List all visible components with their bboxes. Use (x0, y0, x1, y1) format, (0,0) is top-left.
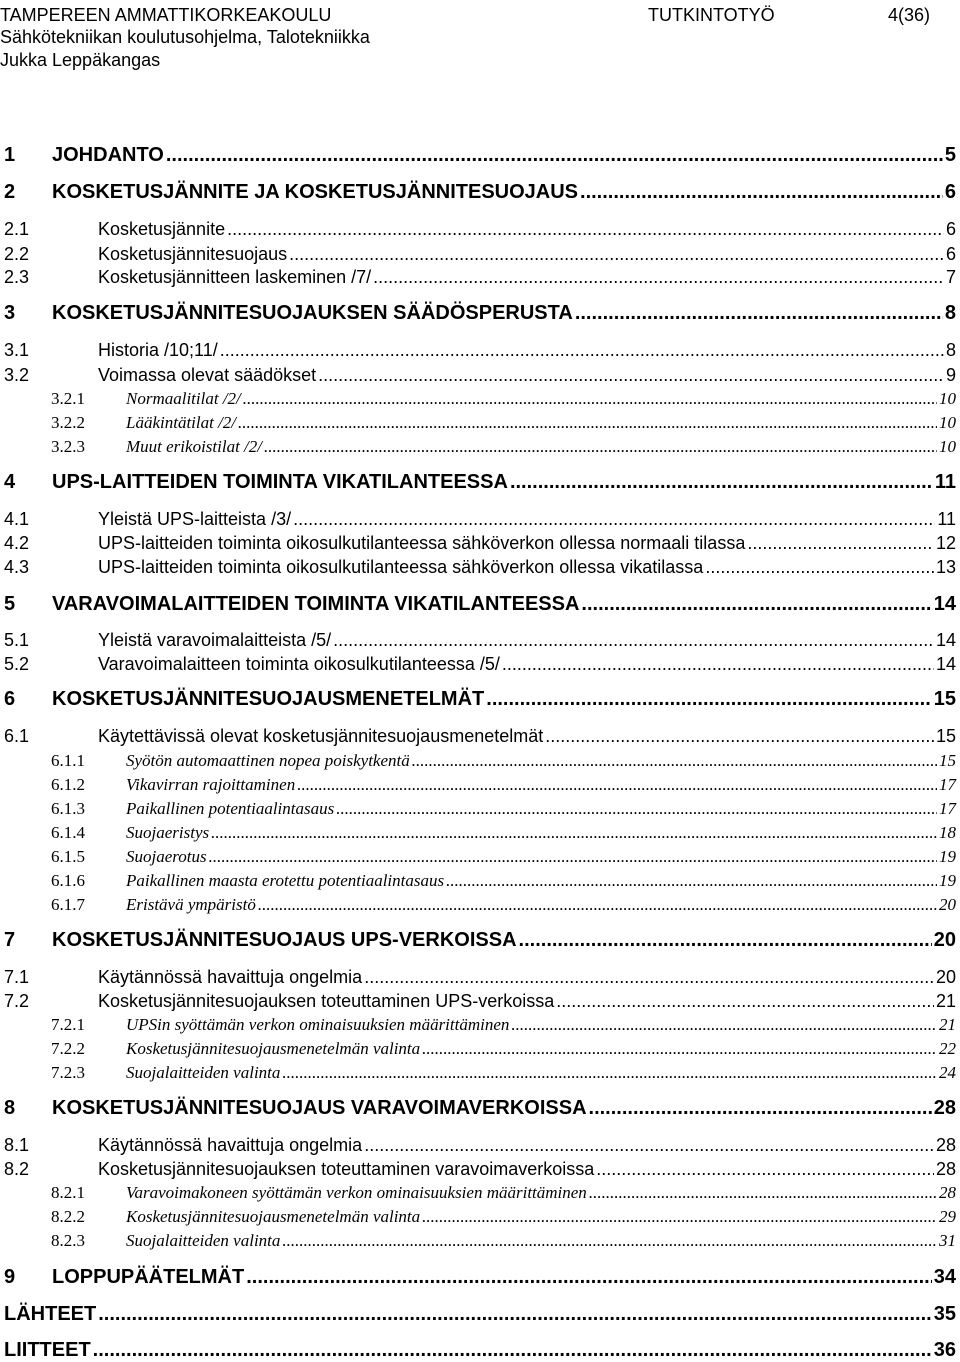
toc-page: 34 (933, 1266, 956, 1288)
toc-page: 15 (933, 688, 956, 710)
toc-entry[interactable] (4, 243, 956, 265)
toc-title: Normaalitilat /2/ (126, 389, 241, 408)
toc-leader (282, 1230, 937, 1251)
toc-entry[interactable] (4, 1338, 956, 1362)
toc-page: 14 (935, 654, 956, 674)
toc-title: KOSKETUSJÄNNITESUOJAUS VARAVOIMAVERKOISSA (52, 1097, 587, 1119)
toc-number: 8.2 (4, 1159, 30, 1179)
toc-page: 28 (933, 1097, 956, 1119)
toc-title: Yleistä UPS-laitteista /3/ (98, 509, 292, 529)
toc-page: 8 (944, 302, 956, 324)
toc-entry[interactable] (51, 870, 956, 891)
toc-number: 6 (4, 688, 16, 710)
toc-entry[interactable] (4, 1265, 956, 1289)
toc-title: Kosketusjännite (98, 219, 226, 239)
toc-leader (412, 750, 937, 771)
toc-title: VARAVOIMALAITTEIDEN TOIMINTA VIKATILANTEESSA (52, 593, 580, 615)
toc-page: 24 (939, 1063, 956, 1082)
toc-page: 7 (945, 267, 956, 287)
toc-entry[interactable] (4, 653, 956, 675)
toc-leader (297, 774, 937, 795)
toc-leader (545, 725, 934, 747)
toc-leader (373, 266, 944, 288)
toc-leader (220, 339, 944, 361)
toc-entry[interactable] (4, 508, 956, 530)
toc-title: UPS-laitteiden toiminta oikosulkutilanteessa sähköverkon ollessa normaali tilassa (98, 533, 746, 553)
toc-number: 7.2 (4, 991, 30, 1011)
toc-title: Muut erikoistilat /2/ (126, 437, 262, 456)
toc-entry[interactable] (4, 470, 956, 494)
toc-page: 31 (939, 1231, 956, 1250)
toc-entry[interactable] (4, 1134, 956, 1156)
toc-leader (211, 822, 937, 843)
toc-leader (293, 508, 935, 530)
toc-number: 8.2.2 (51, 1207, 85, 1226)
toc-number: 6.1.3 (51, 799, 85, 818)
toc-number: 7.2.3 (51, 1063, 85, 1082)
toc-entry[interactable] (51, 1206, 956, 1227)
toc-number: 8.2.1 (51, 1183, 85, 1202)
toc-entry[interactable] (4, 143, 956, 167)
toc-title: LOPPUPÄÄTELMÄT (52, 1266, 245, 1288)
toc-leader (580, 180, 943, 204)
toc-page: 9 (945, 365, 956, 385)
author-name: Jukka Leppäkangas (0, 50, 161, 70)
toc-title: Käytettävissä olevat kosketusjännitesuojausmenetelmät (98, 726, 544, 746)
toc-leader (486, 687, 931, 711)
toc-number: 8 (4, 1097, 16, 1119)
toc-entry[interactable] (51, 436, 956, 457)
toc-number: 1 (4, 144, 16, 166)
toc-title: Suojaerotus (126, 847, 207, 866)
toc-number: 6.1.5 (51, 847, 85, 866)
toc-number: 5.2 (4, 654, 30, 674)
toc-page: 12 (935, 533, 956, 553)
toc-number: 5 (4, 593, 16, 615)
toc-entry[interactable] (51, 1014, 956, 1035)
toc-leader (238, 412, 937, 433)
toc-page: 28 (935, 1159, 956, 1179)
toc-page: 11 (937, 509, 956, 529)
toc-number: 6.1.7 (51, 895, 85, 914)
toc-page: 28 (935, 1135, 956, 1155)
toc-page: 21 (939, 1015, 956, 1034)
toc-leader (264, 436, 937, 457)
toc-entry[interactable] (4, 218, 956, 240)
toc-page: 20 (933, 929, 956, 951)
toc-entry[interactable] (51, 750, 956, 771)
toc-title: Varavoimalaitteen toiminta oikosulkutilanteessa /5/ (98, 654, 500, 674)
toc-leader (93, 1338, 932, 1362)
department-name: Sähkötekniikan koulutusohjelma, Talotekniikka (0, 27, 370, 47)
toc-number: 3.2.1 (51, 389, 85, 408)
toc-number: 3.2 (4, 365, 30, 385)
toc-title: Yleistä varavoimalaitteista /5/ (98, 630, 332, 650)
toc-number: 3.2.2 (51, 413, 85, 432)
toc-entry[interactable] (51, 846, 956, 867)
toc-page: 15 (935, 726, 956, 746)
toc-leader (502, 653, 934, 675)
toc-page: 10 (939, 437, 956, 456)
toc-title: KOSKETUSJÄNNITE JA KOSKETUSJÄNNITESUOJAUS (52, 181, 579, 203)
toc-title: Suojaeristys (126, 823, 210, 842)
toc-page: 6 (945, 244, 956, 264)
toc-page: 35 (933, 1303, 956, 1325)
toc-entry[interactable] (51, 822, 956, 843)
toc-entry[interactable] (51, 1182, 956, 1203)
toc-page: 20 (939, 895, 956, 914)
toc-page: 28 (939, 1183, 956, 1202)
toc-number: 6.1.2 (51, 775, 85, 794)
toc-number: 7.1 (4, 967, 30, 987)
toc-title: Eristävä ympäristö (126, 895, 256, 914)
toc-title: Kosketusjännitteen laskeminen /7/ (98, 267, 372, 287)
toc-entry[interactable] (4, 629, 956, 651)
toc-number: 7.2.2 (51, 1039, 85, 1058)
toc-number: 4.1 (4, 509, 30, 529)
toc-number: 4 (4, 471, 16, 493)
toc-leader (333, 629, 934, 651)
toc-page: 17 (939, 775, 956, 794)
toc-leader (519, 928, 932, 952)
toc-title: Kosketusjännitesuojaus (98, 244, 288, 264)
toc-entry[interactable] (4, 1096, 956, 1120)
toc-page: 18 (939, 823, 956, 842)
toc-title: Vikavirran rajoittaminen (126, 775, 296, 794)
toc-entry[interactable] (4, 266, 956, 288)
toc-number: 2.2 (4, 244, 30, 264)
toc-title: Kosketusjännitesuojauksen toteuttaminen varavoimaverkoissa (98, 1159, 595, 1179)
toc-title: Paikallinen maasta erotettu potentiaalintasaus (126, 871, 445, 890)
toc-entry[interactable] (4, 556, 956, 578)
toc-number: 3.1 (4, 340, 30, 360)
toc-entry[interactable] (4, 364, 956, 386)
toc-entry[interactable] (4, 180, 956, 204)
toc-title: Historia /10;11/ (98, 340, 218, 360)
toc-leader (556, 990, 934, 1012)
toc-number: 6.1.6 (51, 871, 85, 890)
toc-title: KOSKETUSJÄNNITESUOJAUSMENETELMÄT (52, 688, 485, 710)
toc-entry[interactable] (51, 388, 956, 409)
toc-number: 6.1 (4, 726, 30, 746)
toc-entry[interactable] (4, 990, 956, 1012)
toc-title: Kosketusjännitesuojausmenetelmän valinta (126, 1039, 421, 1058)
toc-title: KOSKETUSJÄNNITESUOJAUKSEN SÄÄDÖSPERUSTA (52, 302, 573, 324)
toc-leader (422, 1038, 937, 1059)
toc-page: 19 (939, 871, 956, 890)
toc-entry[interactable] (51, 1062, 956, 1083)
toc-page: 17 (939, 799, 956, 818)
toc-entry[interactable] (4, 687, 956, 711)
toc-page: 11 (934, 471, 956, 493)
toc-title: UPS-laitteiden toiminta oikosulkutilanteessa sähköverkon ollessa vikatilassa (98, 557, 704, 577)
toc-entry[interactable] (4, 1302, 956, 1326)
toc-page: 15 (939, 751, 956, 770)
toc-page: 13 (935, 557, 956, 577)
toc-leader (705, 556, 934, 578)
toc-number: 6.1.4 (51, 823, 85, 842)
toc-title: Lääkintätilat /2/ (126, 413, 237, 432)
toc-number: 3.2.3 (51, 437, 85, 456)
toc-leader (209, 846, 937, 867)
toc-number: 2 (4, 181, 16, 203)
school-name: TAMPEREEN AMMATTIKORKEAKOULU (0, 5, 332, 25)
toc-leader (596, 1158, 934, 1180)
toc-title: LÄHTEET (4, 1303, 97, 1325)
toc-title: Paikallinen potentiaalintasaus (126, 799, 335, 818)
toc-number: 3 (4, 302, 16, 324)
toc-entry[interactable] (4, 966, 956, 988)
document-type: TUTKINTOTYÖ (648, 5, 775, 25)
toc-entry[interactable] (4, 301, 956, 325)
toc-leader (422, 1206, 937, 1227)
toc-title: Kosketusjännitesuojauksen toteuttaminen UPS-verkoissa (98, 991, 555, 1011)
toc-leader (282, 1062, 937, 1083)
toc-page: 22 (939, 1039, 956, 1058)
toc-title: Suojalaitteiden valinta (126, 1063, 281, 1082)
toc-entry[interactable] (51, 894, 956, 915)
toc-leader (747, 532, 934, 554)
toc-number: 4.2 (4, 533, 30, 553)
toc-title: Käytännössä havaittuja ongelmia (98, 1135, 363, 1155)
toc-entry[interactable] (4, 928, 956, 952)
toc-entry[interactable] (51, 798, 956, 819)
toc-page: 20 (935, 967, 956, 987)
toc-number: 6.1.1 (51, 751, 85, 770)
toc-page: 14 (935, 630, 956, 650)
toc-page: 6 (944, 181, 956, 203)
toc-leader (364, 1134, 934, 1156)
toc-title: Syötön automaattinen nopea poiskytkentä (126, 751, 410, 770)
toc-leader (364, 966, 934, 988)
toc-title: Voimassa olevat säädökset (98, 365, 317, 385)
toc-number: 9 (4, 1266, 16, 1288)
toc-page: 36 (933, 1339, 956, 1361)
toc-entry[interactable] (4, 725, 956, 747)
toc-leader (589, 1182, 937, 1203)
toc-entry[interactable] (4, 592, 956, 616)
toc-title: JOHDANTO (52, 144, 164, 166)
toc-page: 14 (933, 593, 956, 615)
toc-number: 7.2.1 (51, 1015, 85, 1034)
toc-entry[interactable] (51, 774, 956, 795)
toc-leader (581, 592, 931, 616)
toc-title: LIITTEET (4, 1339, 91, 1361)
toc-leader (227, 218, 944, 240)
toc-entry[interactable] (51, 412, 956, 433)
toc-page: 21 (935, 991, 956, 1011)
toc-entry[interactable] (51, 1230, 956, 1251)
toc-page: 8 (945, 340, 956, 360)
toc-leader (258, 894, 937, 915)
toc-page: 6 (945, 219, 956, 239)
toc-page: 5 (944, 144, 956, 166)
toc-title: UPSin syöttämän verkon ominaisuuksien määrittäminen (126, 1015, 510, 1034)
toc-title: Varavoimakoneen syöttämän verkon ominaisuuksien määrittäminen (126, 1183, 587, 1202)
toc-entry[interactable] (4, 1158, 956, 1180)
toc-leader (289, 243, 944, 265)
toc-leader (243, 388, 937, 409)
toc-leader (510, 470, 933, 494)
toc-leader (446, 870, 937, 891)
toc-title: UPS-LAITTEIDEN TOIMINTA VIKATILANTEESSA (52, 471, 508, 493)
toc-entry[interactable] (4, 532, 956, 554)
toc-page: 29 (939, 1207, 956, 1226)
toc-leader (336, 798, 937, 819)
toc-title: Käytännössä havaittuja ongelmia (98, 967, 363, 987)
toc-leader (589, 1096, 932, 1120)
toc-number: 8.1 (4, 1135, 30, 1155)
toc-title: Suojalaitteiden valinta (126, 1231, 281, 1250)
toc-leader (246, 1265, 932, 1289)
page-number: 4(36) (888, 5, 931, 25)
toc-page: 19 (939, 847, 956, 866)
toc-page: 10 (939, 389, 956, 408)
toc-number: 7 (4, 929, 16, 951)
toc-page: 10 (939, 413, 956, 432)
toc-leader (575, 301, 943, 325)
toc-number: 4.3 (4, 557, 30, 577)
toc-entry[interactable] (51, 1038, 956, 1059)
toc-leader (511, 1014, 937, 1035)
toc-leader (166, 143, 943, 167)
toc-number: 5.1 (4, 630, 30, 650)
toc-title: Kosketusjännitesuojausmenetelmän valinta (126, 1207, 421, 1226)
toc-leader (98, 1302, 932, 1326)
toc-leader (318, 364, 944, 386)
toc-title: KOSKETUSJÄNNITESUOJAUS UPS-VERKOISSA (52, 929, 517, 951)
toc-number: 8.2.3 (51, 1231, 85, 1250)
toc-number: 2.3 (4, 267, 30, 287)
toc-number: 2.1 (4, 219, 30, 239)
toc-entry[interactable] (4, 339, 956, 361)
